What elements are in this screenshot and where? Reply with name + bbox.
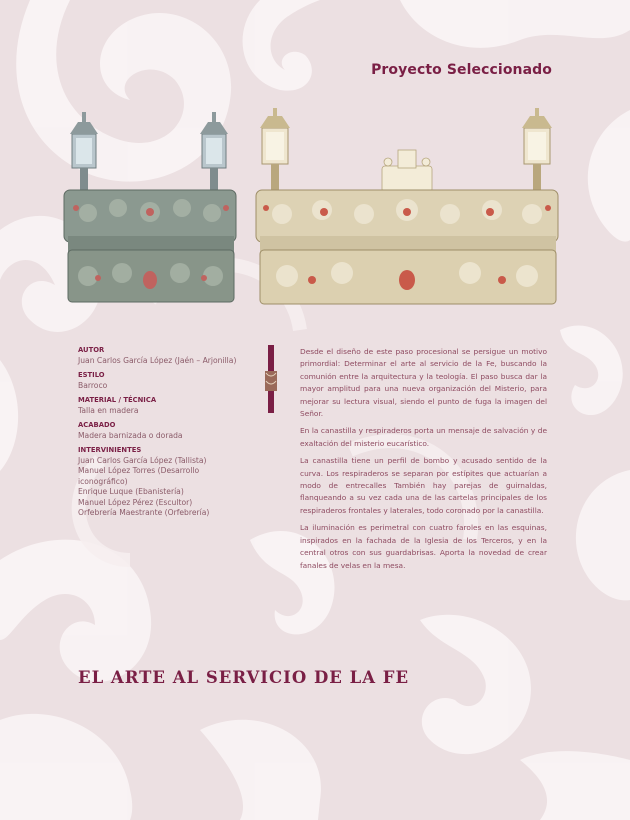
paso-image-left: [58, 108, 243, 308]
detail-label-material: MATERIAL / TÉCNICA: [78, 396, 157, 404]
lantern-left: [260, 108, 290, 198]
interviniente-item: Manuel López Torres (Desarrollo: [78, 466, 200, 475]
interviniente-item: iconográfico): [78, 476, 128, 486]
paragraph: La canastilla tiene un perfil de bombo y acusado sentido de la curva. Los respiraderos se separan por estípites que actuarían a modo de entrecalles También hay parejas de guirnaldas, flanqueando a su vez cada una de las cartelas principales de los respiraderos frontales y laterales, todo coronado por la canastilla.: [300, 456, 547, 515]
article-body: [300, 346, 547, 577]
article-title: EL ARTE AL SERVICIO DE LA FE: [78, 668, 410, 687]
paso-image-right: [252, 108, 562, 308]
detail-value-estilo: Barroco: [78, 380, 108, 390]
lantern-right: [200, 112, 228, 198]
paragraph: En la canastilla y respiraderos porta un mensaje de salvación y de exaltación del misterio eucarístico.: [300, 426, 547, 448]
interviniente-item: Manuel López Pérez (Escultor): [78, 497, 193, 507]
detail-value-autor: Juan Carlos García López (Jaén – Arjonilla): [78, 355, 237, 365]
lantern-right: [522, 108, 552, 198]
project-details: [78, 345, 278, 519]
detail-label-acabado: ACABADO: [78, 421, 116, 429]
detail-label-intervinientes: INTERVINIENTES: [78, 446, 142, 454]
paragraph: La iluminación es perimetral con cuatro faroles en las esquinas, inspirados en la fachada de la Iglesia de los Terceros, y en la central otros con sus guardabrisas. Aporta la novedad de crear fanales de velas en la mesa.: [300, 523, 547, 570]
paragraph: Desde el diseño de este paso procesional se persigue un motivo primordial: Determinar el arte al servicio de la Fe, buscando la comunión entre la arquitectura y la teología. El paso busca dar la mayor amplitud para una nueva organización del Misterio, para mejorar su lectura visual, siendo el punto de fuga la imagen del Señor.: [300, 347, 547, 419]
detail-label-autor: AUTOR: [78, 346, 105, 354]
interviniente-item: Enrique Luque (Ebanistería): [78, 487, 184, 496]
central-candelabrum: [382, 150, 432, 192]
interviniente-item: Juan Carlos García López (Tallista): [78, 455, 207, 465]
interviniente-item: Orfebrería Maestrante (Orfebrería): [78, 508, 210, 517]
lantern-left: [70, 112, 98, 198]
section-header: Proyecto Seleccionado: [371, 62, 552, 78]
detail-label-estilo: ESTILO: [78, 371, 105, 379]
detail-value-acabado: Madera barnizada o dorada: [78, 430, 183, 440]
detail-value-material: Talla en madera: [78, 405, 139, 415]
decorative-bar-icon: [265, 345, 277, 413]
